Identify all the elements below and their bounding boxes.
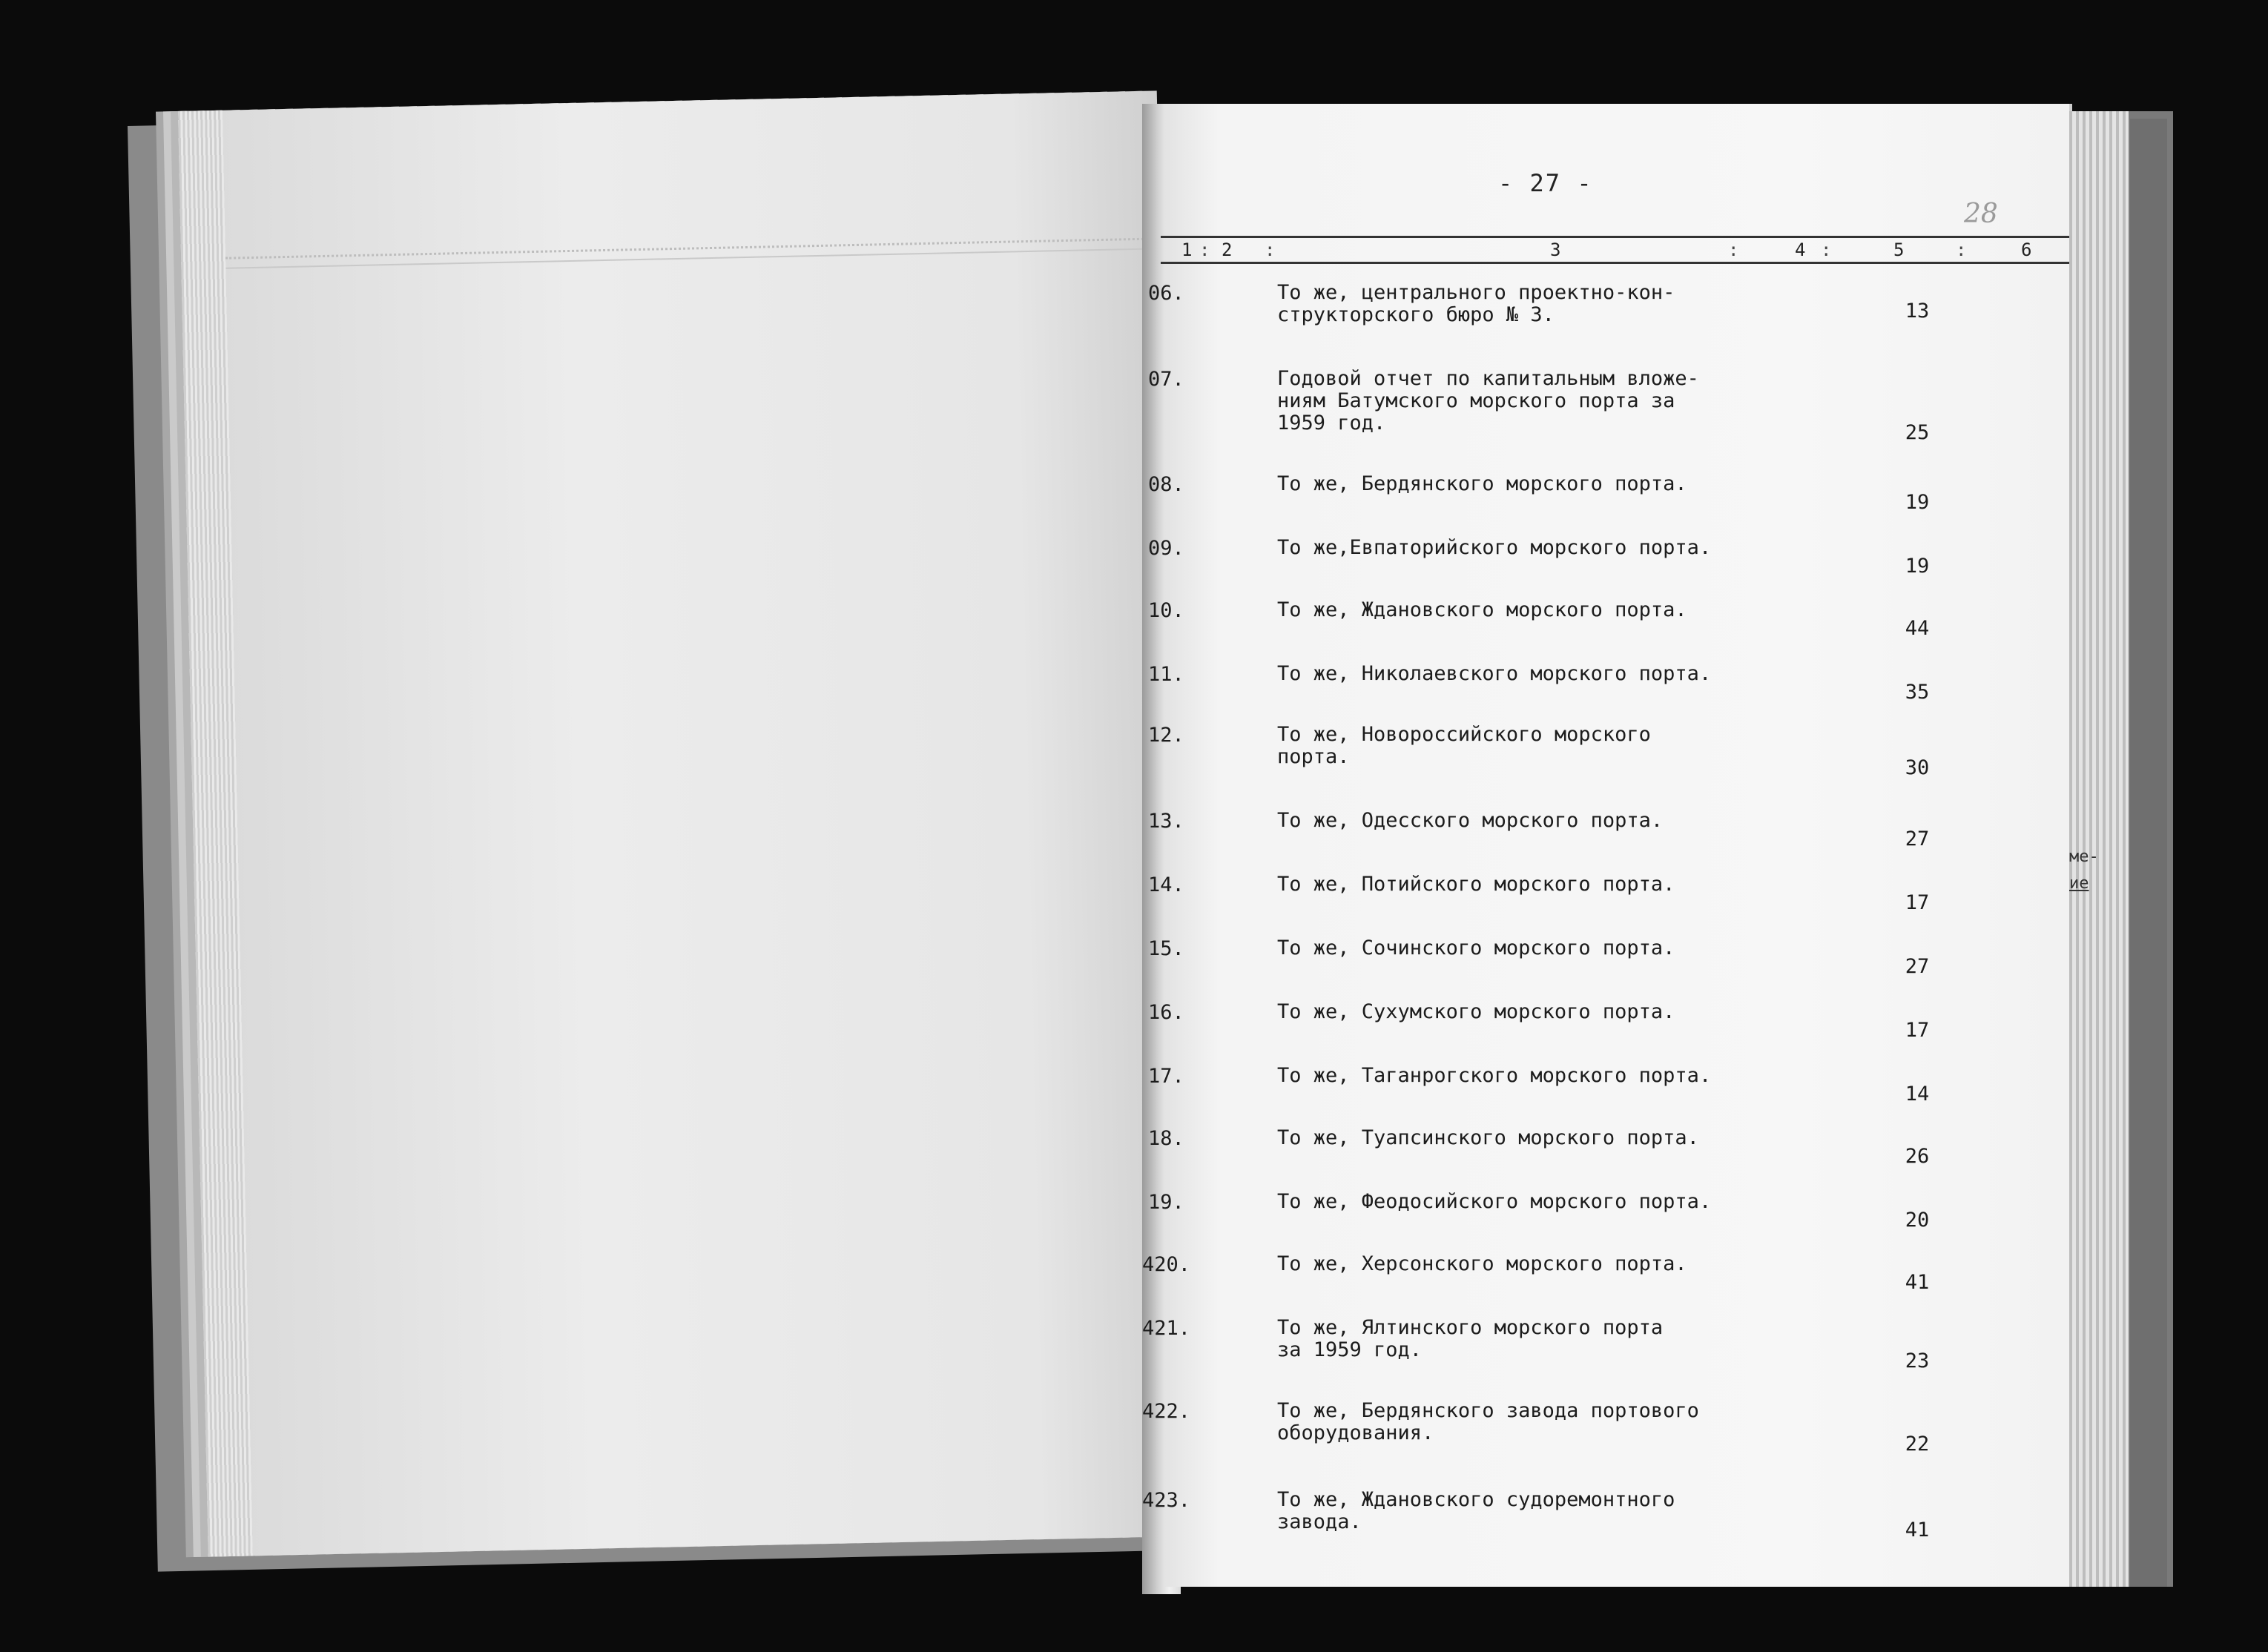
column-number: 4: [1795, 239, 1806, 260]
column-number: 2: [1222, 239, 1233, 260]
entry-sheet-count: 22: [1905, 1433, 1930, 1456]
entry-number: 07.: [1148, 368, 1184, 391]
entry-sheet-count: 23: [1905, 1349, 1930, 1372]
entry-sheet-count: 14: [1905, 1083, 1930, 1106]
entry-sheet-count: 19: [1905, 555, 1930, 578]
entry-sheet-count: 27: [1905, 955, 1930, 978]
pencil-page-mark: 28: [1964, 199, 1998, 229]
entry-description: То же, Одесского морского порта.: [1277, 809, 1664, 832]
entry-description: То же, Бердянского морского порта.: [1277, 472, 1687, 495]
entry-number: 06.: [1148, 282, 1184, 305]
column-number: 5: [1893, 239, 1905, 260]
entry-description: То же, Ждановского судоремонтного завода.: [1277, 1488, 1675, 1533]
entry-number: 10.: [1148, 599, 1184, 622]
entry-number: 12.: [1148, 724, 1184, 747]
entry-number: 422.: [1142, 1400, 1191, 1423]
entry-description: То же, Николаевского морского порта.: [1277, 662, 1712, 685]
left-page: [178, 90, 1187, 1556]
entry-description: То же, Феодосийского морского порта.: [1277, 1190, 1712, 1213]
entry-number: 14.: [1148, 873, 1184, 896]
column-number: 6: [2021, 239, 2032, 260]
margin-note-line: ме-: [2069, 848, 2099, 866]
entry-sheet-count: 20: [1905, 1209, 1930, 1232]
entry-sheet-count: 27: [1905, 827, 1930, 850]
entry-number: 16.: [1148, 1001, 1184, 1024]
margin-note: [2069, 844, 2099, 897]
entry-description: То же, Ялтинского морского порта за 1959 год.: [1277, 1316, 1664, 1361]
entry-description: То же, Херсонского морского порта.: [1277, 1252, 1687, 1275]
entry-description: То же, Сухумского морского порта.: [1277, 1000, 1675, 1023]
entry-sheet-count: 30: [1905, 756, 1930, 779]
entry-sheet-count: 19: [1905, 491, 1930, 514]
entry-number: 13.: [1148, 810, 1184, 833]
entry-number: 11.: [1148, 663, 1184, 686]
entry-description: То же, Сочинского морского порта.: [1277, 936, 1675, 959]
entry-number: 17.: [1148, 1065, 1184, 1088]
entry-description: То же, Таганрогского морского порта.: [1277, 1064, 1712, 1087]
entry-sheet-count: 44: [1905, 617, 1930, 640]
entry-number: 08.: [1148, 473, 1184, 496]
entry-number: 420.: [1142, 1253, 1191, 1276]
entry-sheet-count: 17: [1905, 891, 1930, 914]
entry-description: Годовой отчет по капитальным вложе- ниям Батумского морского порта за 1959 год.: [1277, 367, 1699, 435]
entry-number: 19.: [1148, 1191, 1184, 1214]
column-header-row: 1 : 2 : 3 : 4 : 5 : 6: [1161, 236, 2069, 264]
entry-number: 421.: [1142, 1317, 1191, 1340]
entry-description: То же, Ждановского морского порта.: [1277, 598, 1687, 621]
entry-sheet-count: 41: [1905, 1271, 1930, 1294]
margin-note-line: ие: [2069, 874, 2089, 893]
right-cover-edge: [2130, 119, 2167, 1587]
entry-sheet-count: 35: [1905, 681, 1930, 704]
entry-number: 18.: [1148, 1127, 1184, 1150]
left-header-rule: [225, 238, 1153, 260]
entry-description: То же, Новороссийского морского порта.: [1277, 723, 1651, 768]
entry-description: То же,Евпаторийского морского порта.: [1277, 536, 1712, 559]
entry-sheet-count: 17: [1905, 1019, 1930, 1042]
page-number: - 27 -: [1498, 169, 1593, 197]
entry-sheet-count: 13: [1905, 300, 1930, 323]
entry-description: То же, Туапсинского морского порта.: [1277, 1126, 1699, 1149]
column-number: 1: [1181, 239, 1193, 260]
entry-number: 15.: [1148, 937, 1184, 960]
left-header-rule-2: [225, 248, 1153, 269]
entry-sheet-count: 26: [1905, 1145, 1930, 1168]
entry-number: 09.: [1148, 537, 1184, 560]
entry-description: То же, Бердянского завода портового оборудования.: [1277, 1399, 1699, 1444]
entry-description: То же, центрального проектно-кон- структорского бюро № 3.: [1277, 281, 1675, 326]
entry-sheet-count: 41: [1905, 1519, 1930, 1542]
column-number: 3: [1550, 239, 1561, 260]
entry-description: То же, Потийского морского порта.: [1277, 873, 1675, 896]
entry-number: 423.: [1142, 1489, 1191, 1512]
entry-sheet-count: 25: [1905, 421, 1930, 444]
